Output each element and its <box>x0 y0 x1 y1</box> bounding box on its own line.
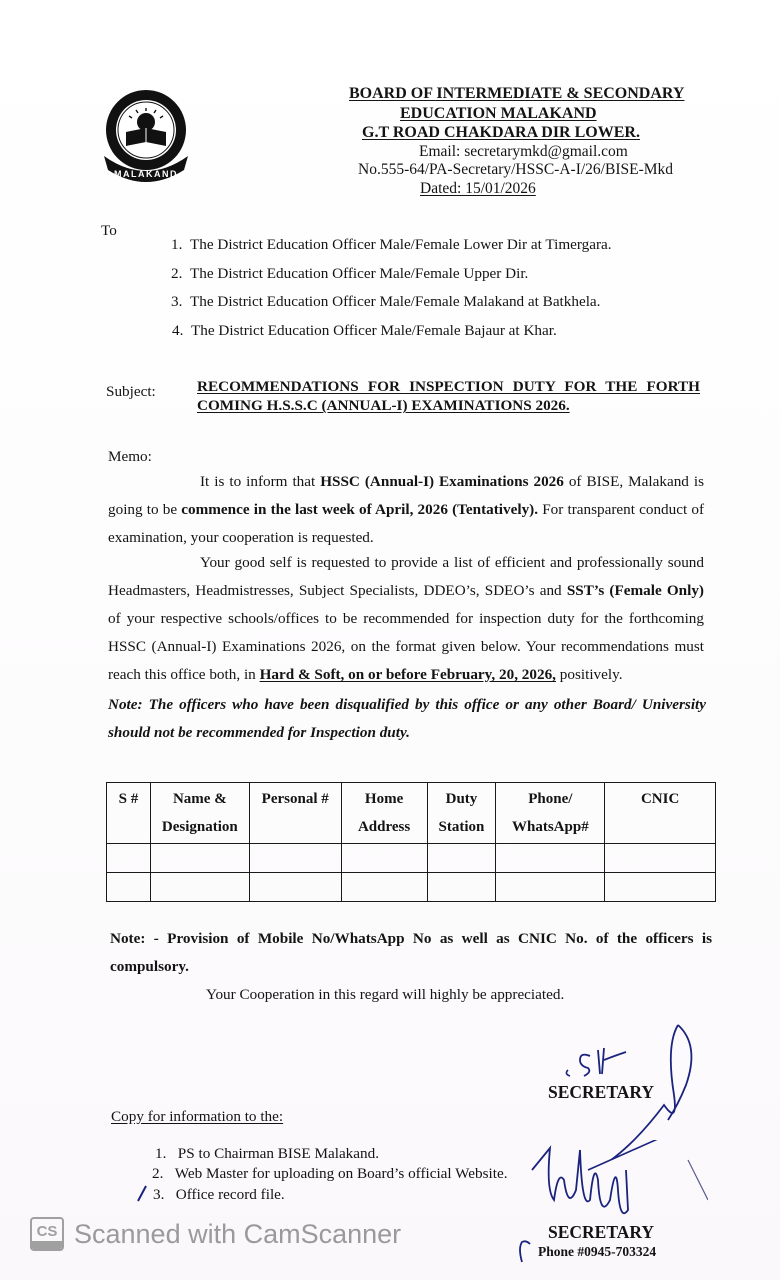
female-only-note: SST’s (Female Only) <box>566 582 704 599</box>
copy-to-label: Copy for information to the: <box>111 1108 284 1125</box>
table-cell <box>496 844 605 873</box>
signature-2-icon <box>528 1140 708 1230</box>
text: For transparent conduct of examination, your cooperation is requested. <box>108 501 705 546</box>
reference-number: No.555-64/PA-Secretary/HSSC-A-I/26/BISE-Mkd <box>358 161 674 178</box>
text: Your good self is requested to provide a list of efficient and professionally sound Headmasters, Headmistresses, Subject Specialists, DDEO’s, SDEO’s and <box>108 554 704 599</box>
text: positively. <box>555 666 623 683</box>
header-label: Station <box>438 819 485 835</box>
item-number: 4. <box>172 322 184 339</box>
camscanner-logo-icon: CS <box>30 1217 64 1251</box>
header-label: Personal # <box>261 791 329 807</box>
copy-to-item <box>153 1186 285 1204</box>
item-number: 3. <box>171 293 183 310</box>
header-label: Phone/ <box>528 791 573 807</box>
pen-mark-icon <box>516 1238 534 1264</box>
table-cell <box>496 873 605 902</box>
table-cell <box>249 873 341 902</box>
recipient-item <box>171 236 612 254</box>
header-cell <box>496 783 605 844</box>
header-label: CNIC <box>640 791 680 807</box>
header-label: Name & <box>172 791 227 807</box>
table-cell <box>427 844 496 873</box>
header-label: Home <box>364 791 404 807</box>
secretary-phone: Phone #0945-703324 <box>538 1244 657 1259</box>
recipient-item <box>171 265 528 283</box>
header-label: Designation <box>161 819 238 835</box>
recipient-item <box>172 322 557 340</box>
memo-paragraph-2 <box>108 549 704 689</box>
header-cell <box>341 783 427 844</box>
board-seal-icon <box>96 86 196 186</box>
table-cell <box>150 873 249 902</box>
header-cell <box>427 783 496 844</box>
tick-mark-icon <box>136 1183 150 1203</box>
to-label: To <box>101 222 117 239</box>
item-number: 1. <box>155 1145 167 1162</box>
memo-paragraph-1 <box>108 468 704 552</box>
item-number: 2. <box>152 1165 164 1182</box>
secretary-title-2: SECRETARY <box>548 1222 655 1242</box>
letterhead-address: G.T ROAD CHAKDARA DIR LOWER. <box>362 124 640 141</box>
text: of your respective schools/offices to be recommended for inspection duty for the forthcoming HSSC (Annual-I) Examinations 2026, on the format given below. Your recommendations must reach this office both, in <box>108 610 704 683</box>
board-logo <box>96 86 196 186</box>
item-text: Office record file. <box>175 1186 285 1203</box>
item-text: Web Master for uploading on Board’s official Website. <box>174 1165 508 1182</box>
item-text: The District Education Officer Male/Female Bajaur at Khar. <box>190 322 557 339</box>
item-number: 1. <box>171 236 183 253</box>
subject-line2: COMING H.S.S.C (ANNUAL-I) EXAMINATIONS 2026. <box>197 397 570 414</box>
table-cell <box>249 844 341 873</box>
header-label: WhatsApp# <box>512 819 589 835</box>
subject-line1: RECOMMENDATIONS FOR INSPECTION DUTY FOR THE FORTH <box>197 378 700 395</box>
header-label: Address <box>357 819 411 835</box>
disqualification-note: Note: The officers who have been disqualified by this office or any other Board/ University should not be recommended for Inspection duty. <box>108 696 706 741</box>
header-cell <box>249 783 341 844</box>
memo-label: Memo: <box>108 448 152 465</box>
recipient-item <box>171 293 600 311</box>
text: of BISE, Malakand is going to be <box>108 473 704 518</box>
svg-text:MALAKAND: MALAKAND <box>114 169 178 179</box>
letter-date: Dated: 15/01/2026 <box>420 180 536 197</box>
commence-date: commence in the last week of April, 2026 (Tentatively). <box>181 501 539 518</box>
table-cell <box>605 873 716 902</box>
mandatory-fields-note: Note: - Provision of Mobile No/WhatsApp No as well as CNIC No. of the officers is compulsory. <box>110 930 712 975</box>
copy-to-item <box>152 1165 508 1183</box>
item-text: PS to Chairman BISE Malakand. <box>177 1145 380 1162</box>
copy-to-item <box>155 1145 379 1163</box>
secretary-title-1: SECRETARY <box>548 1082 655 1102</box>
header-cell <box>150 783 249 844</box>
item-text: The District Education Officer Male/Female Lower Dir at Timergara. <box>189 236 612 253</box>
deadline: Hard & Soft, on or before February, 20, 2026, <box>259 666 556 683</box>
table-cell <box>341 873 427 902</box>
table-cell <box>150 844 249 873</box>
table-header-row <box>107 783 716 844</box>
header-label: S # <box>118 791 139 807</box>
table-cell <box>107 844 151 873</box>
letterhead-email: Email: secretarymkd@gmail.com <box>419 143 628 160</box>
exam-name: HSSC (Annual-I) Examinations 2026 <box>320 473 564 490</box>
text: It is to inform that <box>200 473 321 490</box>
letterhead-line2: EDUCATION MALAKAND <box>400 105 597 122</box>
camscanner-watermark <box>30 1217 401 1251</box>
table-cell <box>341 844 427 873</box>
item-number: 3. <box>153 1186 165 1203</box>
table-row <box>107 844 716 873</box>
letterhead-line1: BOARD OF INTERMEDIATE & SECONDARY <box>349 85 685 102</box>
table-row <box>107 873 716 902</box>
table-cell <box>605 844 716 873</box>
header-cell <box>605 783 716 844</box>
header-label: Duty <box>445 791 478 807</box>
item-number: 2. <box>171 265 183 282</box>
item-text: The District Education Officer Male/Female Upper Dir. <box>189 265 529 282</box>
table-cell <box>107 873 151 902</box>
table-cell <box>427 873 496 902</box>
header-cell <box>107 783 151 844</box>
recommendation-form-table <box>106 782 716 902</box>
watermark-text: Scanned with CamScanner <box>74 1218 402 1249</box>
item-text: The District Education Officer Male/Female Malakand at Batkhela. <box>189 293 601 310</box>
subject-label: Subject: <box>106 383 156 400</box>
closing-line: Your Cooperation in this regard will highly be appreciated. <box>206 986 565 1003</box>
